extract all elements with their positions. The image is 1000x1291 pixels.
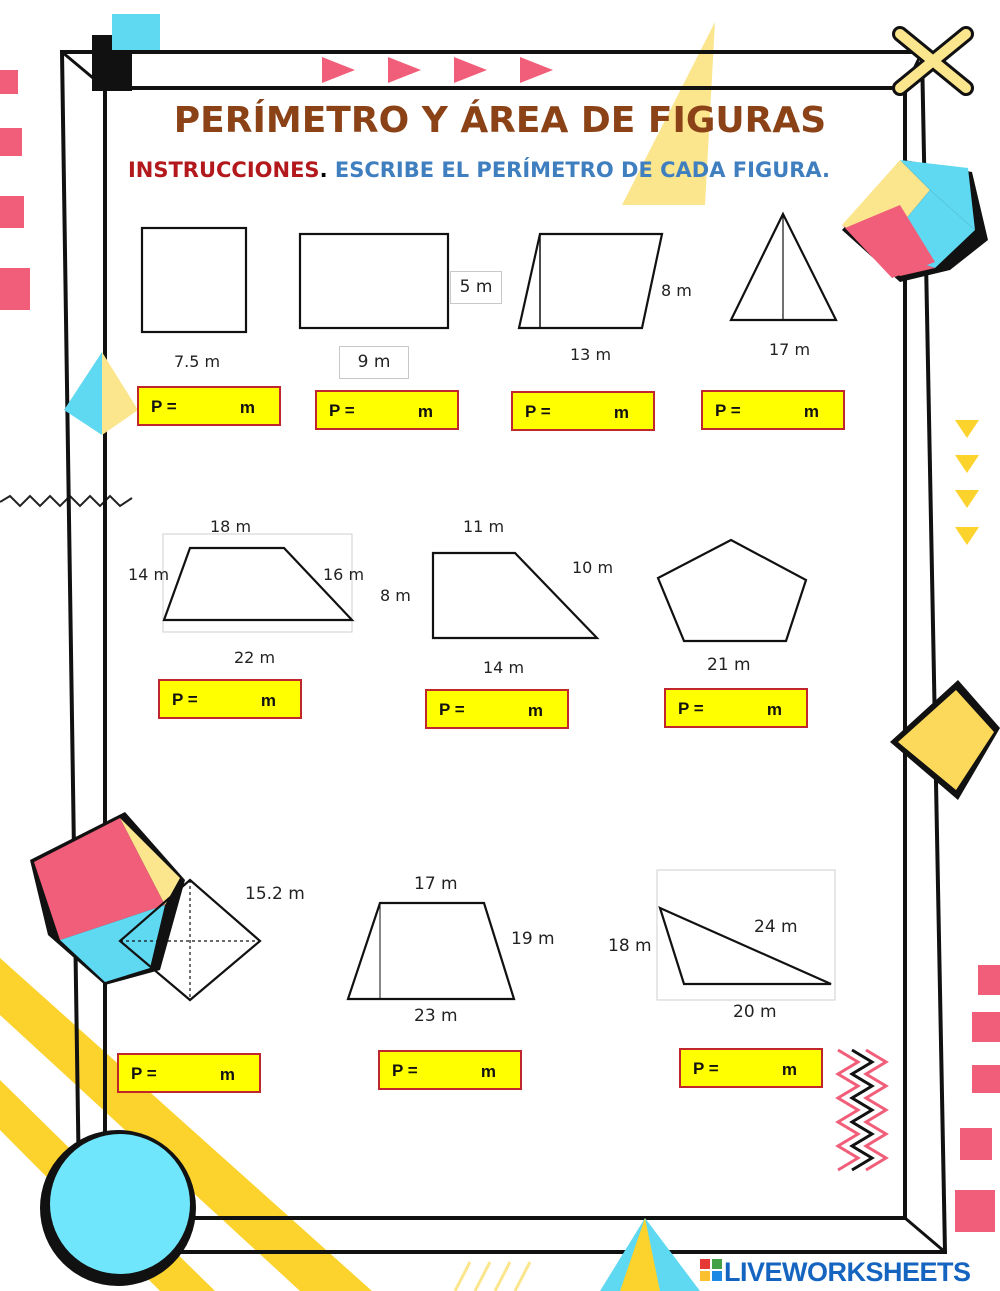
answer-prefix: P = <box>678 699 704 718</box>
answer-prefix: P = <box>525 402 551 421</box>
trapezoid3-shape <box>348 903 514 999</box>
triangle-shape <box>731 214 836 320</box>
rhombus-side-label: 15.2 m <box>245 884 305 904</box>
right-triangle-shape <box>657 870 835 1000</box>
trapezoid2-top-label: 11 m <box>463 517 505 536</box>
right-triangle-left-label: 18 m <box>608 936 652 956</box>
trapezoid3-base-label: 23 m <box>414 1006 458 1026</box>
trapezoid1-right-label: 16 m <box>323 565 365 584</box>
answer-prefix: P = <box>329 401 355 420</box>
answer-prefix: P = <box>172 690 198 709</box>
parallelogram-side-label: 8 m <box>661 281 692 300</box>
trapezoid1-top-label: 18 m <box>210 517 252 536</box>
trapezoid1-base-label: 22 m <box>234 648 276 667</box>
answer-unit: m <box>219 1065 235 1084</box>
answer-unit: m <box>613 403 629 422</box>
answer-box-square[interactable] <box>137 386 281 426</box>
answer-unit: m <box>781 1060 797 1079</box>
answer-prefix: P = <box>392 1061 418 1080</box>
triangle-base-label: 17 m <box>769 340 811 359</box>
answer-box-pentagon[interactable] <box>664 688 808 728</box>
answer-unit: m <box>260 691 276 710</box>
answer-box-rhombus[interactable] <box>117 1053 261 1093</box>
pentagon-shape <box>658 540 806 641</box>
answer-unit: m <box>417 402 433 421</box>
rectangle-height-label: 5 m <box>450 271 502 304</box>
answer-box-trapezoid1[interactable] <box>158 679 302 719</box>
trapezoid2-right-label: 10 m <box>572 558 614 577</box>
answer-box-right-triangle[interactable] <box>679 1048 823 1088</box>
brand-text: LIVEWORKSHEETS <box>724 1257 971 1287</box>
square-shape <box>142 228 246 332</box>
page-title: PERÍMETRO Y ÁREA DE FIGURAS <box>173 100 827 141</box>
answer-unit: m <box>480 1062 496 1081</box>
liveworksheets-brand[interactable] <box>700 1255 996 1287</box>
answer-box-trapezoid2[interactable] <box>425 689 569 729</box>
trapezoid3-top-label: 17 m <box>414 874 458 894</box>
pentagon-side-label: 21 m <box>707 655 751 675</box>
right-triangle-base-label: 20 m <box>733 1002 777 1022</box>
parallelogram-base-label: 13 m <box>570 345 612 364</box>
rectangle-shape <box>300 234 448 328</box>
square-side-label: 7.5 m <box>174 352 221 371</box>
trapezoid2-base-label: 14 m <box>483 658 525 677</box>
instructions-separator: . <box>319 158 335 182</box>
answer-prefix: P = <box>693 1059 719 1078</box>
parallelogram-shape <box>519 234 662 328</box>
answer-box-trapezoid3[interactable] <box>378 1050 522 1090</box>
answer-prefix: P = <box>151 397 177 416</box>
rectangle-base-label: 9 m <box>339 346 409 379</box>
rhombus-shape <box>120 880 260 1000</box>
answer-unit: m <box>803 402 819 421</box>
answer-prefix: P = <box>131 1064 157 1083</box>
answer-prefix: P = <box>715 401 741 420</box>
answer-box-parallelogram[interactable] <box>511 391 655 431</box>
trapezoid1-left-label: 14 m <box>128 565 170 584</box>
trapezoid3-right-label: 19 m <box>511 929 555 949</box>
answer-unit: m <box>766 700 782 719</box>
answer-unit: m <box>527 701 543 720</box>
right-triangle-hyp-label: 24 m <box>754 917 798 937</box>
liveworksheets-logo-icon <box>700 1259 722 1281</box>
answer-prefix: P = <box>439 700 465 719</box>
answer-unit: m <box>239 398 255 417</box>
instructions-label: INSTRUCCIONES <box>127 158 320 182</box>
answer-box-triangle[interactable] <box>701 390 845 430</box>
answer-box-rectangle[interactable] <box>315 390 459 430</box>
instructions-text: ESCRIBE EL PERÍMETRO DE CADA FIGURA. <box>334 158 831 182</box>
trapezoid2-left-label: 8 m <box>380 586 411 605</box>
